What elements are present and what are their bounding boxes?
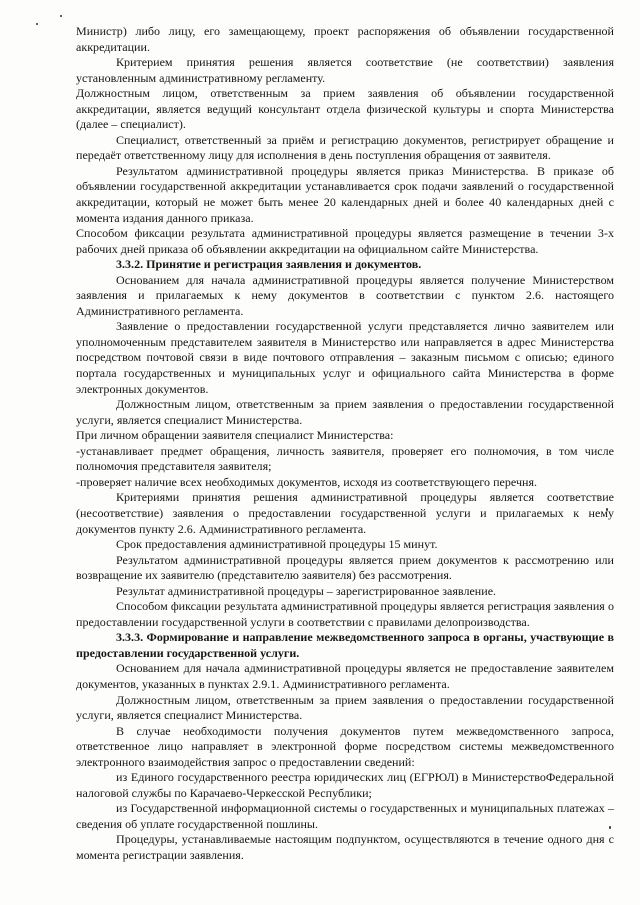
- paragraph: Результат административной процедуры – зарегистрированное заявление.: [116, 583, 497, 598]
- paragraph: Срок предоставления административной процедуры 15 минут.: [116, 537, 438, 552]
- paragraph: Министр) либо лицу, его замещающему, проект распоряжения об объявлении государственной аккредитации.: [76, 24, 614, 54]
- paragraph: Критерием принятия решения является соответствие (не соответствии) заявления установленным административному регламенту.: [76, 55, 614, 85]
- paragraph: В случае необходимости получения документов путем межведомственного запроса, ответственное лицо направляет в электронной форме посредством системы межведомственного электронного взаимодействия запрос о предоставлении сведений:: [76, 723, 614, 769]
- paragraph: Заявление о предоставлении государственной услуги представляется лично заявителем или уполномоченным представителем заявителя в Министерство или направляется в адрес Министерства посредством почтовой связи в виде почтового отправления – заказным письмом с описью; единого портала государственных и муниципальных услуг и официального сайта Министерства в форме электронных документов.: [76, 319, 614, 396]
- paragraph: Критериями принятия решения административной процедуры является соответствие (несоответствие) заявления о предоставлении государственной услуги и прилагаемых к нему документов пункту 2.6. Административного регламента.: [76, 490, 614, 536]
- paragraph: Основанием для начала административной процедуры является не предоставление заявителем документов, указанных в пунктах 2.9.1. Административного регламента.: [76, 661, 614, 691]
- paragraph: Специалист, ответственный за приём и регистрацию документов, регистрирует обращение и передаёт ответственному лицу для исполнения в день поступления обращения от заявителя.: [76, 132, 614, 163]
- paragraph: Результатом административной процедуры является прием документов к рассмотрению или возвращение их заявителю (представителю заявителя) без рассмотрения.: [76, 552, 614, 583]
- document-page: [76, 24, 614, 864]
- scan-speck: [36, 23, 38, 25]
- paragraph: из Единого государственного реестра юридических лиц (ЕГРЮЛ) в МинистерствоФедеральной налоговой службы по Карачаево-Черкесской Республики;: [76, 770, 614, 800]
- list-item: -проверяет наличие всех необходимых документов, исходя из соответствующего перечня.: [76, 474, 538, 489]
- paragraph: Процедуры, устанавливаемые настоящим подпунктом, осуществляются в течение одного дня с момента регистрации заявления.: [76, 832, 614, 862]
- section-heading: 3.3.3. Формирование и направление межведомственного запроса в органы, участвующие в предоставлении государственной услуги.: [76, 630, 614, 660]
- paragraph: Должностным лицом, ответственным за прием заявления об объявлении государственной аккредитации, является ведущий консультант отдела физической культуры и спорта Министерства (далее – специалист).: [76, 86, 614, 132]
- scan-speck: [60, 15, 62, 17]
- paragraph: Должностным лицом, ответственным за прием заявления о предоставлении государственной услуги, является специалист Министерства.: [76, 397, 614, 427]
- list-item: -устанавливает предмет обращения, личность заявителя, проверяет его полномочия, в том числе полномочия представителя заявителя;: [76, 443, 614, 474]
- paragraph: Способом фиксации результата административной процедуры является регистрация заявления о предоставлении государственной услуги в соответствии с правилами делопроизводства.: [76, 599, 614, 629]
- paragraph: При личном обращении заявителя специалист Министерства:: [76, 428, 394, 443]
- paragraph: Результатом административной процедуры является приказ Министерства. В приказе об объявлении государственной аккредитации устанавливается срок подачи заявлений о государственной аккредитации, который не может быть менее 20 календарных дней и более 40 календарных дней с момента издания данного приказа.: [76, 163, 614, 225]
- paragraph: Способом фиксации результата административной процедуры является размещение в течении 3-х рабочих дней приказа об объявлении аккредитации на официальном сайте Министерства.: [76, 226, 614, 256]
- paragraph: Основанием для начала административной процедуры является получение Министерством заявления и прилагаемых к нему документов в соответствии с пунктом 2.6. настоящего Административного регламента.: [76, 272, 614, 318]
- paragraph: из Государственной информационной системы о государственных и муниципальных платежах – сведения об уплате государственной пошлины.: [76, 801, 614, 831]
- paragraph: Должностным лицом, ответственным за прием заявления о предоставлении государственной услуги, является специалист Министерства.: [76, 692, 614, 723]
- section-heading: 3.3.2. Принятие и регистрация заявления и документов.: [116, 257, 422, 272]
